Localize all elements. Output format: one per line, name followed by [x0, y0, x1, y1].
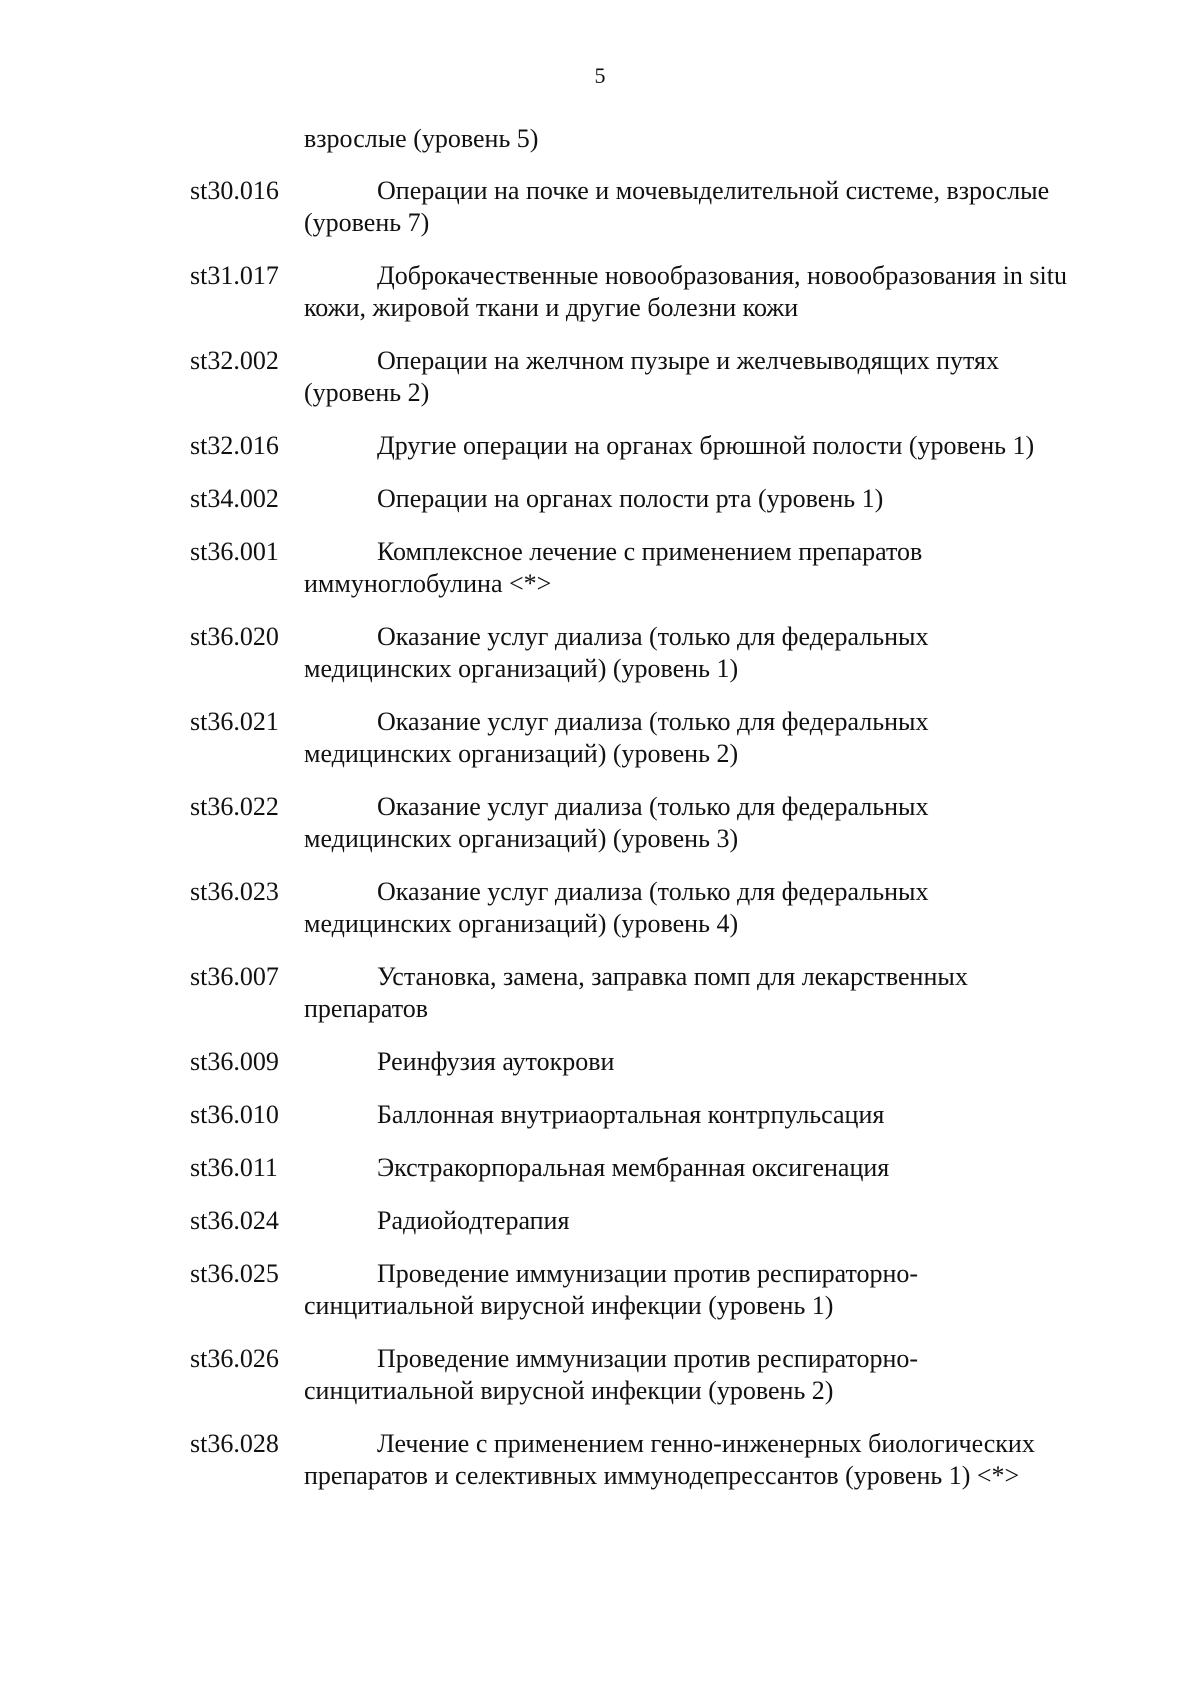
entry-description: Радиойодтерапия: [377, 1206, 570, 1235]
entry-description: Проведение иммунизации против респираторно-синцитиальной вирусной инфекции (уровень 2): [304, 1344, 919, 1405]
entry-description: Операции на органах полости рта (уровень 1): [377, 484, 884, 513]
entry-description: Установка, замена, заправка помп для лекарственных препаратов: [304, 962, 968, 1023]
list-item: [190, 1343, 1070, 1407]
entry-description: Оказание услуг диализа (только для федеральных медицинских организаций) (уровень 1): [304, 622, 929, 683]
entry-code: st36.011: [190, 1153, 278, 1182]
entry-description: Доброкачественные новообразования, новообразования in situ кожи, жировой ткани и другие болезни кожи: [304, 261, 1067, 322]
list-item: [190, 1258, 1070, 1322]
entry-code: st36.023: [190, 877, 279, 906]
entry-code: st30.016: [190, 176, 279, 205]
list-item: [190, 483, 1070, 515]
entry-description: Лечение с применением генно-инженерных биологических препаратов и селективных иммунодепрессантов (уровень 1) <*>: [304, 1429, 1035, 1490]
entry-code: st36.026: [190, 1344, 279, 1373]
entry-description: Реинфузия аутокрови: [377, 1047, 615, 1076]
list-item: [190, 175, 1070, 239]
list-item: [190, 1205, 1070, 1237]
entry-code: st36.001: [190, 537, 279, 566]
continued-text: взрослые (уровень 5): [304, 124, 539, 153]
list-item: [190, 621, 1070, 685]
entry-description: Баллонная внутриаортальная контрпульсация: [377, 1100, 885, 1129]
entry-code: st36.010: [190, 1100, 279, 1129]
code-list: [190, 175, 1070, 1513]
entry-code: st36.022: [190, 792, 279, 821]
list-item: [190, 1099, 1070, 1131]
entry-description: Операции на почке и мочевыделительной системе, взрослые (уровень 7): [304, 176, 1050, 237]
entry-code: st36.021: [190, 707, 279, 736]
entry-description: Оказание услуг диализа (только для федеральных медицинских организаций) (уровень 3): [304, 792, 929, 853]
entry-description: Оказание услуг диализа (только для федеральных медицинских организаций) (уровень 2): [304, 707, 929, 768]
entry-description: Операции на желчном пузыре и желчевыводящих путях (уровень 2): [304, 346, 1000, 407]
entry-code: st36.007: [190, 962, 279, 991]
entry-code: st31.017: [190, 261, 279, 290]
entry-code: st32.002: [190, 346, 279, 375]
list-item: [190, 961, 1070, 1025]
entry-code: st36.009: [190, 1047, 279, 1076]
list-item: [190, 1152, 1070, 1184]
list-item: [190, 260, 1070, 324]
list-item: [190, 706, 1070, 770]
entry-description: Оказание услуг диализа (только для федеральных медицинских организаций) (уровень 4): [304, 877, 929, 938]
list-item: [190, 345, 1070, 409]
entry-code: st34.002: [190, 484, 279, 513]
entry-code: st36.024: [190, 1206, 279, 1235]
list-item: [190, 876, 1070, 940]
entry-description: Проведение иммунизации против респираторно-синцитиальной вирусной инфекции (уровень 1): [304, 1259, 919, 1320]
list-item: [190, 536, 1070, 600]
entry-description: Комплексное лечение с применением препаратов иммуноглобулина <*>: [304, 537, 923, 598]
list-item: [190, 1046, 1070, 1078]
entry-code: st32.016: [190, 431, 279, 460]
list-item: [190, 791, 1070, 855]
page-number: 5: [594, 63, 606, 88]
entry-code: st36.020: [190, 622, 279, 651]
list-item: [190, 430, 1070, 462]
list-item: [190, 1428, 1070, 1492]
entry-description: Экстракорпоральная мембранная оксигенация: [377, 1153, 890, 1182]
entry-code: st36.025: [190, 1259, 279, 1288]
entry-code: st36.028: [190, 1429, 279, 1458]
entry-description: Другие операции на органах брюшной полости (уровень 1): [377, 431, 1035, 460]
